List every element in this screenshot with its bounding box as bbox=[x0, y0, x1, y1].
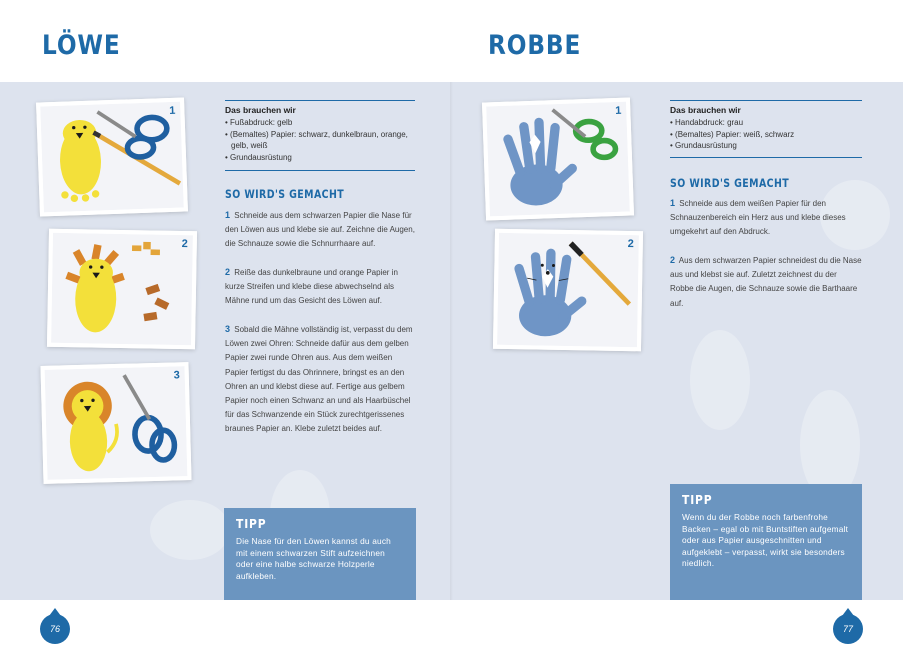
photo-number: 2 bbox=[181, 238, 188, 251]
materials-list-item: • (Bemaltes) Papier: weiß, schwarz bbox=[670, 129, 862, 141]
step-text: Reiße das dunkelbraune und orange Papier in kurze Streifen und klebe diese abwechselnd als Mähne rund um das Gesicht des Löwen auf. bbox=[225, 268, 398, 306]
craft-photo-lion-step-3 bbox=[40, 362, 191, 484]
materials-list-item: • Fußabdruck: gelb bbox=[225, 117, 415, 129]
page-title-right: ROBBE bbox=[488, 30, 582, 61]
photo-number: 1 bbox=[615, 104, 622, 117]
seal-handprint-illustration bbox=[486, 102, 630, 217]
divider-line bbox=[225, 100, 415, 101]
page-gutter bbox=[450, 82, 453, 600]
tip-text: Die Nase für den Löwen kannst du auch mit einem schwarzen Stift aufzeichnen oder eine halbe schwarze Holzperle aufkleben. bbox=[236, 536, 391, 581]
step-text: Schneide aus dem weißen Papier für den Schnauzenbereich ein Herz aus und klebe dieses umgekehrt auf den Abdruck. bbox=[670, 199, 846, 237]
step-text: Sobald die Mähne vollständig ist, verpasst du dem Löwen zwei Ohren: Schneide dafür aus dem gelben Papier zwei runde Ohren aus. Aus dem weißen Papier fertigst du das Ohrinnere, bringst es an den Ohren an und klebst diese auf. Fertige aus gelbem Papier noch einen Schwanz an und als Haarbüschel für das Schwanzende ein Stück zurechtgerissenes braunes Papier an. Klebe zuletzt beides auf. bbox=[225, 325, 413, 434]
decorative-handprint bbox=[150, 500, 230, 560]
step-text: Aus dem schwarzen Papier schneidest du die Nase aus und klebst sie auf. Zuletzt zeichnest du der Robbe die Augen, die Schnauze sowie die Barthaare auf. bbox=[670, 256, 862, 308]
instructions-heading-right: SO WIRD'S GEMACHT bbox=[670, 176, 790, 190]
photo-number: 2 bbox=[627, 238, 634, 251]
instruction-step bbox=[670, 253, 862, 311]
tip-title: TIPP bbox=[682, 492, 713, 507]
lion-footprint-illustration bbox=[40, 102, 184, 213]
photo-number: 1 bbox=[169, 104, 176, 117]
craft-photo-lion-step-2 bbox=[47, 229, 197, 350]
materials-list-item: • Handabdruck: grau bbox=[670, 117, 862, 129]
tip-text: Wenn du der Robbe noch farbenfrohe Backen – egal ob mit Buntstiften aufgemalt oder aus Papier ausgeschnitten und aufgeklebt – verpasst, wirkt sie besonders niedlich. bbox=[682, 512, 849, 569]
materials-list-left bbox=[225, 117, 415, 163]
craft-photo-seal-step-2 bbox=[493, 229, 643, 352]
finished-seal-illustration bbox=[497, 233, 639, 347]
photo-number: 3 bbox=[173, 369, 180, 382]
instruction-step bbox=[670, 196, 862, 240]
materials-list-item: • (Bemaltes) Papier: schwarz, dunkelbraun, orange, gelb, weiß bbox=[225, 129, 415, 152]
craft-photo-seal-step-1 bbox=[482, 97, 634, 220]
decorative-footprint bbox=[690, 330, 750, 430]
step-number: 1 bbox=[225, 210, 231, 220]
page-title-left: LÖWE bbox=[42, 30, 121, 61]
step-text: Schneide aus dem schwarzen Papier die Nase für den Löwen aus und klebe sie auf. Zeichne die Augen, die Schnauze sowie die Schnurrhaare auf. bbox=[225, 211, 415, 249]
materials-heading-right: Das brauchen wir bbox=[670, 105, 741, 115]
step-number: 3 bbox=[225, 324, 231, 334]
craft-photo-lion-step-1 bbox=[36, 97, 188, 216]
lion-mane-illustration bbox=[51, 233, 193, 345]
materials-heading-left: Das brauchen wir bbox=[225, 105, 296, 115]
divider-line bbox=[670, 157, 862, 158]
materials-list-item: • Grundausrüstung bbox=[225, 152, 415, 164]
instruction-step bbox=[225, 208, 415, 252]
finished-lion-illustration bbox=[45, 366, 188, 480]
page-number-right: 77 bbox=[833, 614, 863, 644]
instruction-step bbox=[225, 322, 417, 437]
instructions-heading-left: SO WIRD'S GEMACHT bbox=[225, 187, 345, 201]
tip-title: TIPP bbox=[236, 516, 267, 531]
instruction-step bbox=[225, 265, 415, 309]
page-number-left: 76 bbox=[40, 614, 70, 644]
step-number: 2 bbox=[225, 267, 231, 277]
divider-line bbox=[670, 100, 862, 101]
divider-line bbox=[225, 170, 415, 171]
materials-list-item: • Grundausrüstung bbox=[670, 140, 862, 152]
materials-list-right bbox=[670, 117, 862, 152]
step-number: 2 bbox=[670, 255, 676, 265]
tip-box-left bbox=[224, 508, 416, 600]
step-number: 1 bbox=[670, 198, 676, 208]
tip-box-right bbox=[670, 484, 862, 600]
